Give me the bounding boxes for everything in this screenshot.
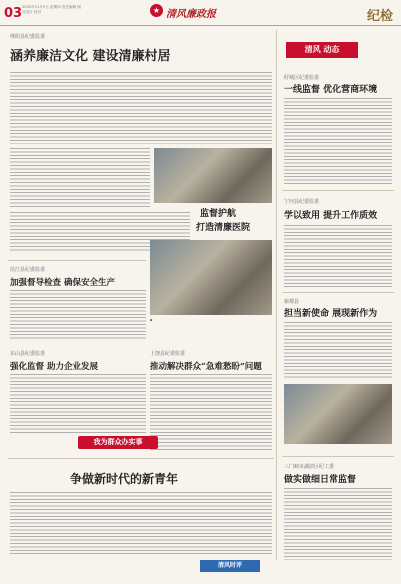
a2-caption: ▪: [150, 318, 153, 322]
stamp-banner: 清风时评: [200, 560, 260, 572]
a10-headline: 争做新时代的新青年: [70, 472, 179, 486]
masthead-title: 清风廉政报: [166, 9, 216, 20]
page-number: 03: [4, 6, 23, 21]
a7-kicker: 上饶县纪委监委: [150, 351, 186, 357]
a2-photo-2: [150, 240, 272, 315]
a8-photo: [284, 384, 392, 444]
a6-body: [10, 374, 146, 434]
a8-body: [284, 322, 392, 380]
a9-body: [284, 488, 392, 560]
red-banner: 我为群众办实事: [78, 436, 158, 449]
a3-kicker: 盱城区纪委监委: [284, 75, 320, 81]
a2-headline-2: 打造清廉医院: [196, 223, 251, 233]
divider: [282, 292, 394, 293]
divider: [282, 190, 394, 191]
column-divider: [276, 30, 277, 560]
a5-headline: 加强督导检查 确保安全生产: [10, 278, 115, 288]
a6-headline: 强化监督 助力企业发展: [10, 362, 98, 372]
top-rule: [0, 25, 401, 26]
a9-headline: 做实做细日常监督: [284, 475, 357, 485]
a5-body: [10, 290, 146, 340]
qingfeng-banner: 清风 动态: [286, 42, 358, 58]
a2-body-left: [10, 148, 150, 208]
a4-kicker: 宁河县纪委监委: [284, 199, 320, 205]
a4-body: [284, 225, 392, 287]
a1-kicker: 绛阳县纪委监委: [10, 34, 46, 40]
divider: [8, 458, 274, 459]
a7-body: [150, 374, 272, 450]
a10-body: [10, 492, 272, 554]
a4-headline: 学以致用 提升工作质效: [284, 211, 378, 221]
emblem-icon: ★: [150, 4, 163, 17]
a1-headline: 涵养廉洁文化 建设清廉村居: [10, 49, 171, 64]
masthead: [150, 2, 260, 22]
a8-headline: 担当新使命 展现新作为: [284, 309, 378, 319]
divider: [8, 260, 146, 261]
a6-kicker: 东山县纪委监委: [10, 351, 46, 357]
a3-body: [284, 98, 392, 186]
a3-headline: 一线监督 优化营商环境: [284, 85, 378, 95]
a7-headline: 推动解决群众“急难愁盼”问题: [150, 362, 262, 372]
divider: [282, 456, 394, 457]
issue-meta: 2020年11月5日 星期四 责任编辑 版式设计 校对: [22, 5, 81, 14]
a9-kicker: 三门峡市湖滨区纪工委: [284, 464, 335, 470]
a1-body: [10, 72, 272, 144]
a2-photo-1: [154, 148, 272, 203]
a5-kicker: 沿江县纪委监委: [10, 267, 46, 273]
a8-kicker: 新都县: [284, 299, 300, 305]
a2-headline-1: 监督护航: [200, 209, 237, 219]
section-name: 纪检: [366, 9, 393, 24]
